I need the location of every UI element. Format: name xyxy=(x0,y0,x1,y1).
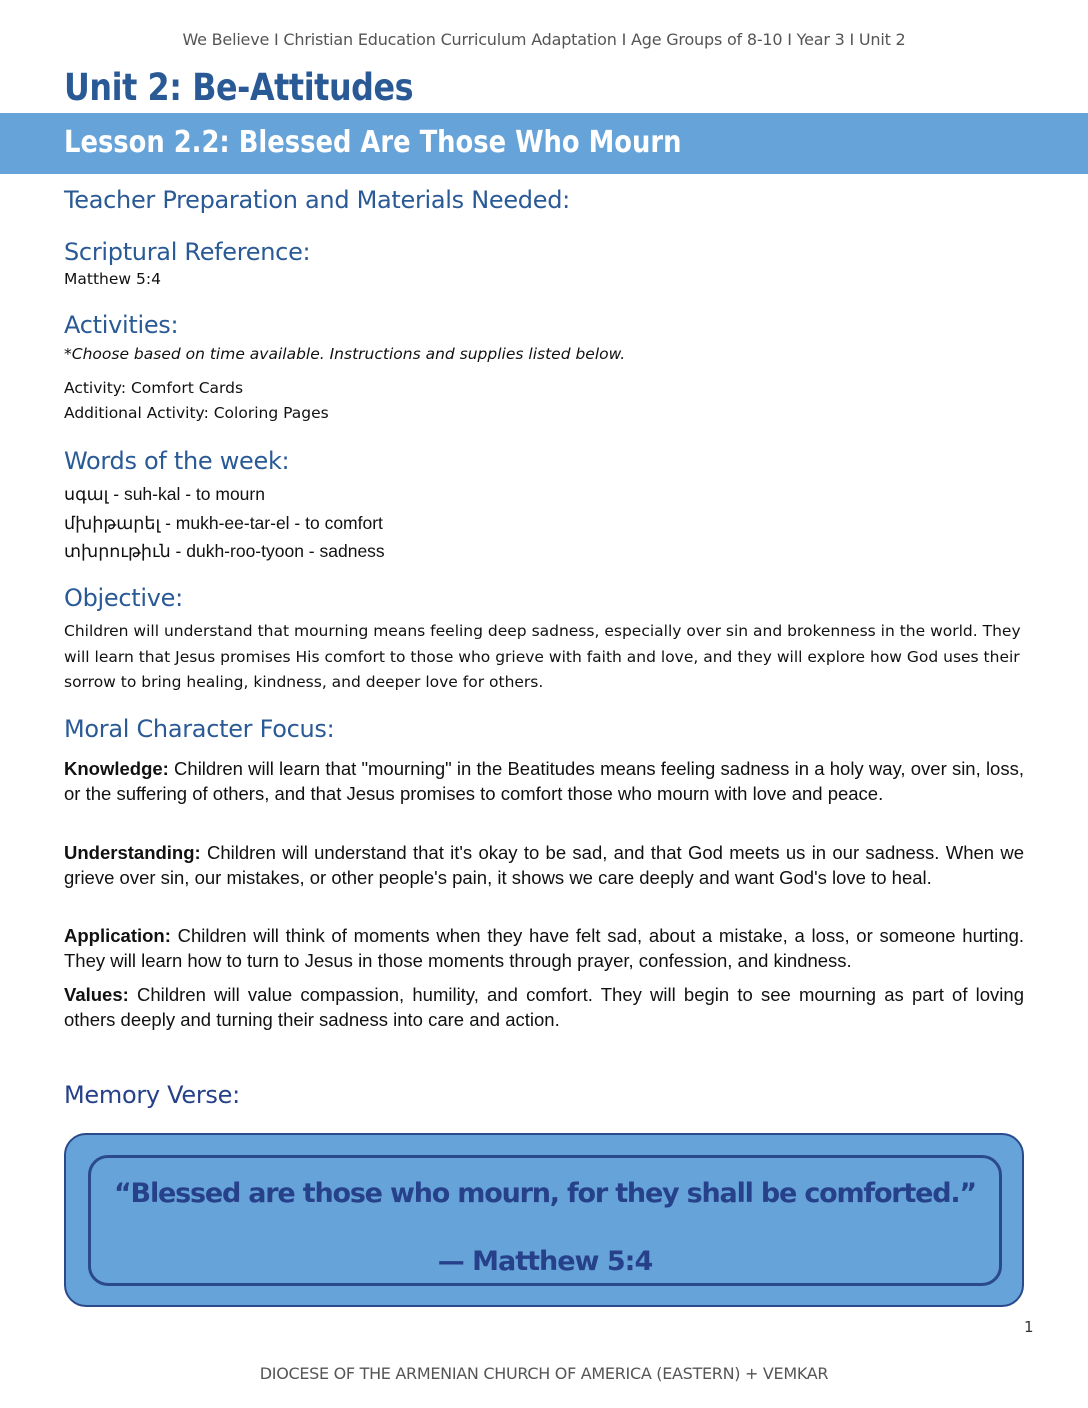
moral-label: Values: xyxy=(64,984,129,1005)
words-heading: Words of the week: xyxy=(64,447,290,475)
moral-text: Children will value compassion, humility, and comfort. They will begin to see mourning as part of loving others deeply and turning their sadness into care and action. xyxy=(64,984,1024,1030)
unit-title: Unit 2: Be-Attitudes xyxy=(64,66,414,109)
activities-heading: Activities: xyxy=(64,311,179,339)
lesson-title: Lesson 2.2: Blessed Are Those Who Mourn xyxy=(64,125,682,160)
scripture-heading: Scriptural Reference: xyxy=(64,238,311,266)
moral-text: Children will understand that it's okay to be sad, and that God meets us in our sadness. When we grieve over sin, our mistakes, or other people's pain, it shows we care deeply and want God's love to heal. xyxy=(64,842,1024,888)
memory-verse-inner-box xyxy=(88,1155,1002,1286)
memory-verse-heading: Memory Verse: xyxy=(64,1081,240,1109)
footer-organization: DIOCESE OF THE ARMENIAN CHURCH OF AMERICA (EASTERN) + VEMKAR xyxy=(259,1364,829,1383)
lesson-banner xyxy=(0,113,1088,174)
objective-heading: Objective: xyxy=(64,584,183,612)
memory-verse-reference: — Matthew 5:4 xyxy=(437,1246,653,1277)
moral-label: Knowledge: xyxy=(64,758,169,779)
moral-understanding xyxy=(64,840,1024,890)
moral-knowledge xyxy=(64,756,1024,806)
objective-text: Children will understand that mourning means feeling deep sadness, especially over sin and brokenness in the world. They will learn that Jesus promises His comfort to those who grieve with faith and love, and they will explore how God uses their sorrow to bring healing, kindness, and deeper love for others. xyxy=(64,622,1021,691)
moral-label: Application: xyxy=(64,925,171,946)
activity-item: Additional Activity: Coloring Pages xyxy=(64,404,329,422)
document-header-line: We Believe I Christian Education Curriculum Adaptation I Age Groups of 8-10 I Year 3 I Unit 2 xyxy=(182,30,906,49)
scripture-text: Matthew 5:4 xyxy=(64,270,161,288)
page-number: 1 xyxy=(1024,1318,1034,1336)
activity-item: Activity: Comfort Cards xyxy=(64,379,244,397)
word-item: մխիթարել - mukh-ee-tar-el - to comfort xyxy=(64,513,383,533)
moral-focus-heading: Moral Character Focus: xyxy=(64,715,335,743)
moral-text: Children will think of moments when they have felt sad, about a mistake, a loss, or someone hurting. They will learn how to turn to Jesus in those moments through prayer, confession, and kindness. xyxy=(64,925,1024,971)
teacher-prep-heading: Teacher Preparation and Materials Needed: xyxy=(64,186,570,214)
word-item: սգալ - suh-kal - to mourn xyxy=(64,484,265,504)
moral-application xyxy=(64,923,1024,973)
memory-verse-box xyxy=(64,1133,1024,1307)
memory-verse-text: “Blessed are those who mourn, for they shall be comforted.” xyxy=(114,1178,976,1209)
activities-note: *Choose based on time available. Instructions and supplies listed below. xyxy=(64,345,626,363)
word-item: տխրութիւն - dukh-roo-tyoon - sadness xyxy=(64,541,385,561)
moral-label: Understanding: xyxy=(64,842,201,863)
moral-text: Children will learn that "mourning" in the Beatitudes means feeling sadness in a holy way, over sin, loss, or the suffering of others, and that Jesus promises to comfort those who mourn with love and peace. xyxy=(64,758,1024,804)
moral-values xyxy=(64,982,1024,1032)
